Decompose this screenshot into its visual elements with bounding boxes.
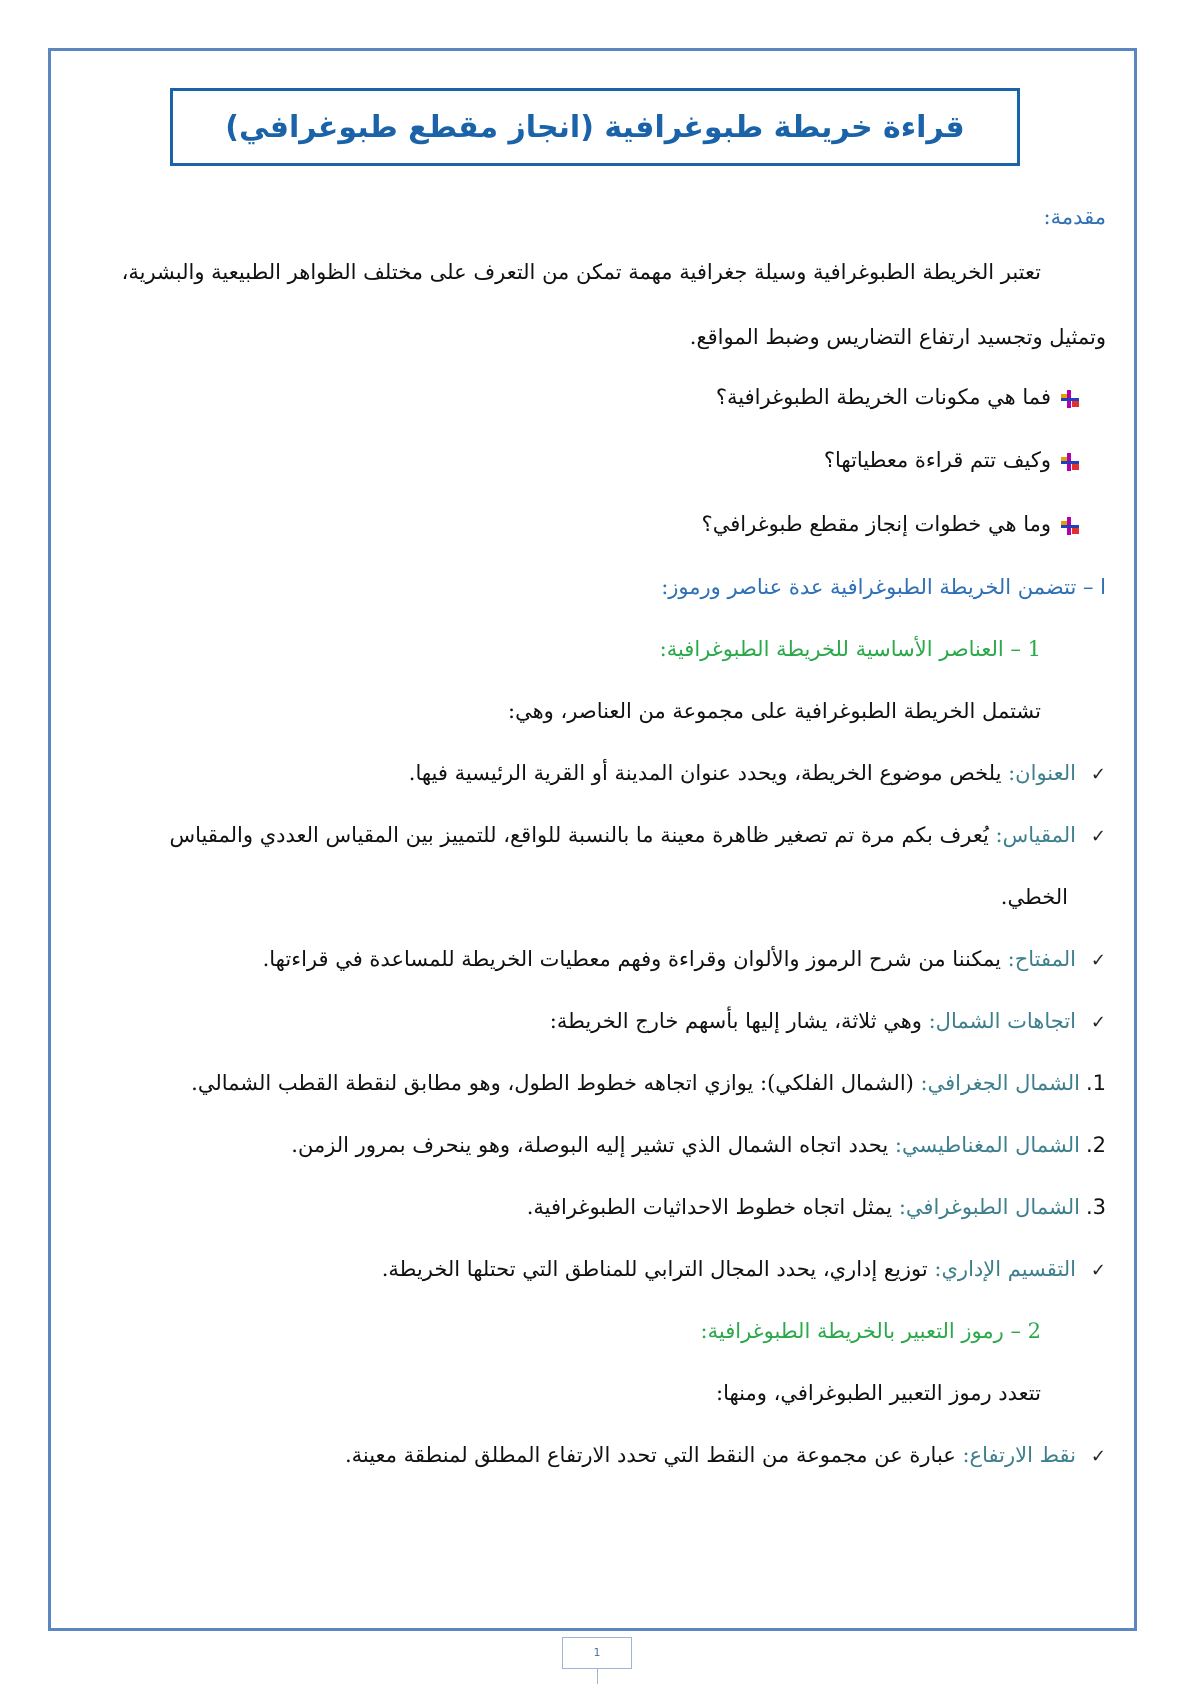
subsection-heading-1: 1 – العناصر الأساسية للخريطة الطبوغرافية:: [659, 637, 1041, 661]
question-item: [85, 512, 1081, 536]
item-label: الشمال الجغرافي:: [920, 1071, 1080, 1095]
intro-heading: مقدمة:: [1043, 205, 1106, 229]
question-item: [85, 448, 1081, 472]
subsection-intro-2: تتعدد رموز التعبير الطبوغرافي، ومنها:: [716, 1381, 1041, 1405]
list-number: 2.: [1085, 1133, 1106, 1157]
list-item-elevation: [85, 1443, 1106, 1467]
item-label: الشمال المغناطيسي:: [894, 1133, 1080, 1157]
page-number: 1: [562, 1637, 632, 1669]
intro-paragraph-line-1: تعتبر الخريطة الطبوغرافية وسيلة جغرافية مهمة تمكن من التعرف على مختلف الظواهر الطبيعية والبشرية،: [121, 260, 1041, 284]
intro-paragraph-line-2: وتمثيل وتجسيد ارتفاع التضاريس وضبط المواقع.: [689, 325, 1106, 349]
check-icon: ✓: [1090, 1446, 1106, 1467]
list-number: 3.: [1085, 1195, 1106, 1219]
arrow-bullet-icon: [1059, 517, 1081, 535]
question-text: وكيف تتم قراءة معطياتها؟: [823, 448, 1051, 472]
check-icon: ✓: [1090, 950, 1106, 971]
check-icon: ✓: [1090, 764, 1106, 785]
list-item-key: [85, 947, 1106, 971]
item-label: المفتاح:: [1007, 947, 1076, 971]
north-item: [85, 1133, 1106, 1157]
item-text: يُعرف بكم مرة تم تصغير ظاهرة معينة ما بالنسبة للواقع، للتمييز بين المقياس العددي والمقياس: [169, 823, 996, 847]
list-item-admin: [85, 1257, 1106, 1281]
arrow-bullet-icon: [1059, 453, 1081, 471]
list-item-scale-continued: الخطي.: [1000, 885, 1068, 909]
list-item-title: [85, 761, 1106, 785]
section-heading-1: ا – تتضمن الخريطة الطبوغرافية عدة عناصر ورموز:: [661, 575, 1106, 599]
item-text: يمكننا من شرح الرموز والألوان وقراءة وفهم معطيات الخريطة للمساعدة في قراءتها.: [262, 947, 1008, 971]
item-label: اتجاهات الشمال:: [928, 1009, 1076, 1033]
list-item-north: [85, 1009, 1106, 1033]
item-text: (الشمال الفلكي): يوازي اتجاهه خطوط الطول، وهو مطابق لنقطة القطب الشمالي.: [191, 1071, 921, 1095]
item-text: يمثل اتجاه خطوط الاحداثيات الطبوغرافية.: [526, 1195, 899, 1219]
item-text: عبارة عن مجموعة من النقط التي تحدد الارتفاع المطلق لمنطقة معينة.: [344, 1443, 963, 1467]
question-item: [85, 385, 1081, 409]
title-box: [170, 88, 1020, 166]
item-text: توزيع إداري، يحدد المجال الترابي للمناطق التي تحتلها الخريطة.: [381, 1257, 935, 1281]
item-label: نقط الارتفاع:: [962, 1443, 1076, 1467]
north-item: [85, 1071, 1106, 1095]
check-icon: ✓: [1090, 1260, 1106, 1281]
page-title: قراءة خريطة طبوغرافية (انجاز مقطع طبوغرافي): [225, 109, 965, 145]
arrow-bullet-icon: [1059, 390, 1081, 408]
page-number-stem: [597, 1669, 598, 1684]
item-label: التقسيم الإداري:: [934, 1257, 1076, 1281]
list-number: 1.: [1085, 1071, 1106, 1095]
question-text: وما هي خطوات إنجاز مقطع طبوغرافي؟: [701, 512, 1051, 536]
item-label: الشمال الطبوغرافي:: [898, 1195, 1080, 1219]
item-text: يحدد اتجاه الشمال الذي تشير إليه البوصلة، وهو ينحرف بمرور الزمن.: [291, 1133, 895, 1157]
item-label: العنوان:: [1008, 761, 1076, 785]
question-text: فما هي مكونات الخريطة الطبوغرافية؟: [715, 385, 1051, 409]
north-item: [85, 1195, 1106, 1219]
list-item-scale: [85, 823, 1106, 847]
item-text: وهي ثلاثة، يشار إليها بأسهم خارج الخريطة:: [549, 1009, 929, 1033]
check-icon: ✓: [1090, 1012, 1106, 1033]
item-text: يلخص موضوع الخريطة، ويحدد عنوان المدينة أو القرية الرئيسية فيها.: [408, 761, 1009, 785]
subsection-intro-1: تشتمل الخريطة الطبوغرافية على مجموعة من العناصر، وهي:: [508, 699, 1041, 723]
subsection-heading-2: 2 – رموز التعبير بالخريطة الطبوغرافية:: [700, 1319, 1041, 1343]
item-label: المقياس:: [995, 823, 1076, 847]
check-icon: ✓: [1090, 826, 1106, 847]
